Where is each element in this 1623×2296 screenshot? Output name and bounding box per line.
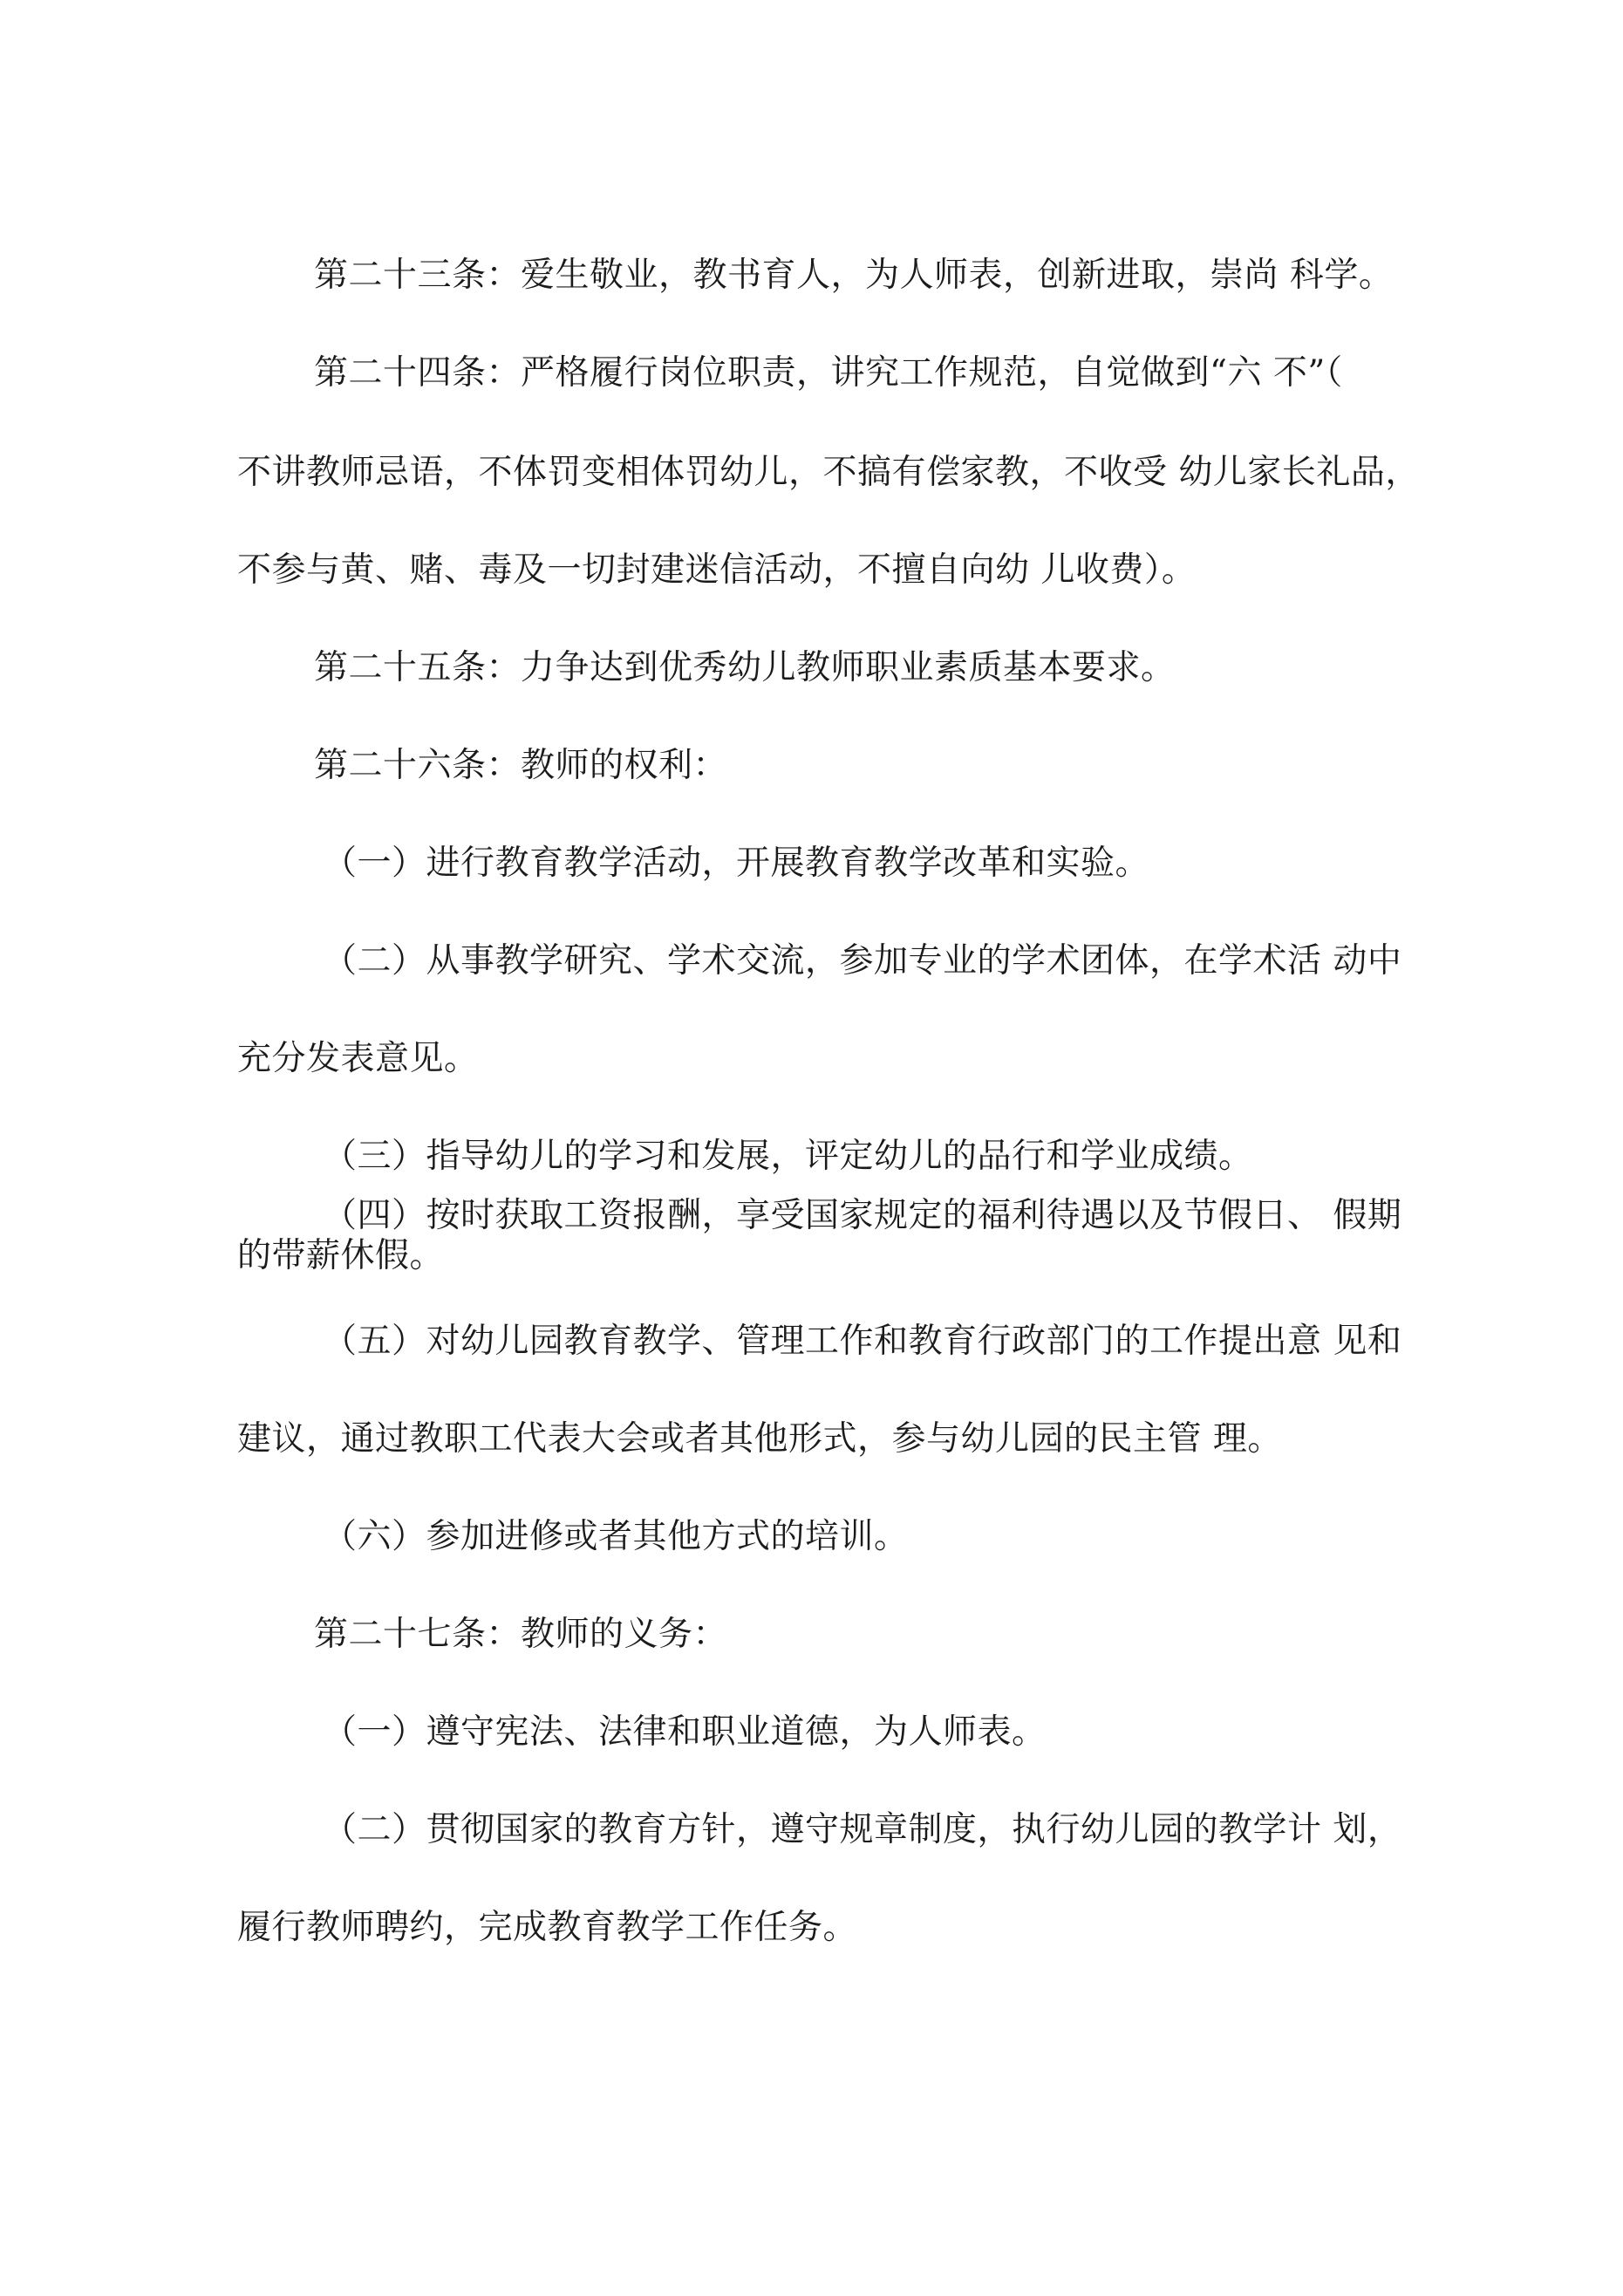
article-27-heading: 第二十七条：教师的义务： (314, 1615, 728, 1654)
article-26-item-4-line-1: （四）按时获取工资报酬，享受国家规定的福利待遇以及节假日、 假期 (323, 1196, 1402, 1235)
article-26-item-2-line-1: （二）从事教学研究、学术交流，参加专业的学术团体，在学术活 动中 (323, 941, 1402, 981)
article-26-item-3: （三）指导幼儿的学习和发展，评定幼儿的品行和学业成绩。 (323, 1137, 1253, 1176)
article-24-line-1: 第二十四条：严格履行岗位职责，讲究工作规范，自觉做到“六 不”（ (314, 353, 1343, 393)
article-26-item-5-line-1: （五）对幼儿园教育教学、管理工作和教育行政部门的工作提出意 见和 (323, 1322, 1402, 1361)
article-26-heading: 第二十六条：教师的权利： (314, 746, 728, 785)
article-25-line: 第二十五条：力争达到优秀幼儿教师职业素质基本要求。 (314, 648, 1176, 687)
article-26-item-5-line-2: 建议，通过教职工代表大会或者其他形式，参与幼儿园的民主管 理。 (237, 1419, 1282, 1459)
article-27-item-2-line-1: （二）贯彻国家的教育方针，遵守规章制度，执行幼儿园的教学计 划， (323, 1810, 1402, 1849)
article-24-line-3: 不参与黄、赌、毒及一切封建迷信活动，不擅自向幼 儿收费）。 (237, 550, 1197, 590)
article-26-item-4-line-2: 的带薪休假。 (237, 1236, 445, 1275)
article-26-item-2-line-2: 充分发表意见。 (237, 1039, 479, 1078)
article-27-item-2-line-2: 履行教师聘约，完成教育教学工作任务。 (237, 1908, 858, 1947)
article-27-item-1: （一）遵守宪法、法律和职业道德，为人师表。 (323, 1712, 1047, 1752)
article-24-line-2: 不讲教师忌语，不体罚变相体罚幼儿，不搞有偿家教，不收受 幼儿家长礼品， (237, 453, 1420, 492)
article-26-item-1: （一）进行教育教学活动，开展教育教学改革和实验。 (323, 844, 1150, 883)
article-26-item-6: （六）参加进修或者其他方式的培训。 (323, 1517, 909, 1556)
article-23-line: 第二十三条：爱生敬业，教书育人，为人师表，创新进取，崇尚 科学。 (314, 256, 1394, 295)
